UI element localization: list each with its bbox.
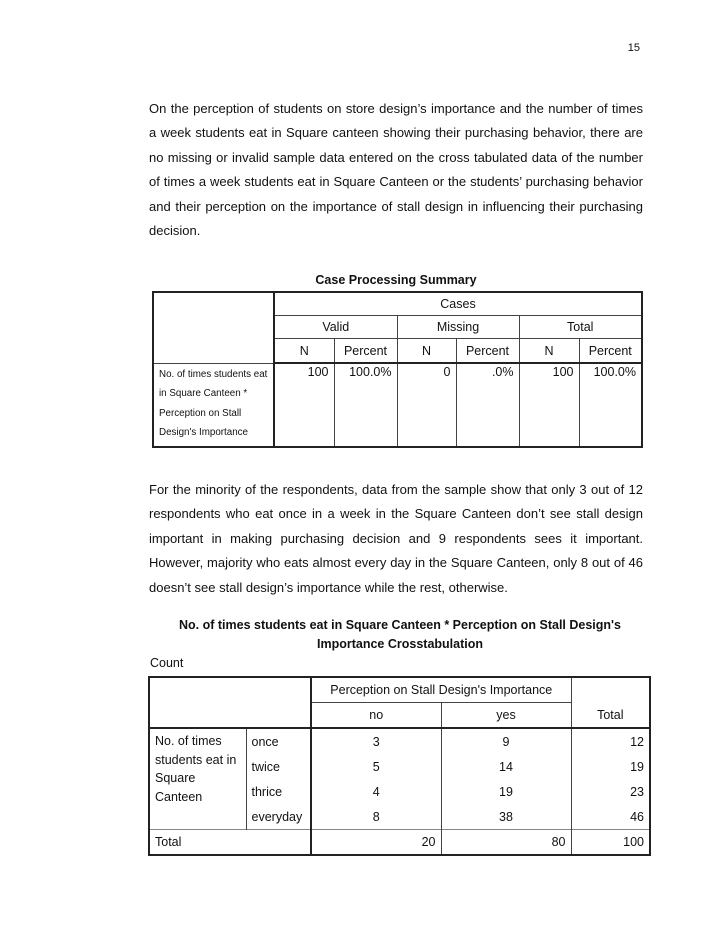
cell-thrice-no: 4 <box>311 779 441 804</box>
valid-n-header: N <box>274 339 334 364</box>
page-number: 15 <box>627 42 640 54</box>
cell-once-no: 3 <box>311 728 441 754</box>
missing-n-header: N <box>397 339 456 364</box>
valid-percent-header: Percent <box>334 339 397 364</box>
case-processing-summary-table <box>152 291 643 448</box>
valid-percent-value: 100.0% <box>334 363 397 447</box>
row-label-once: once <box>246 728 311 754</box>
count-label: Count <box>150 656 184 670</box>
valid-n-value: 100 <box>274 363 334 447</box>
paragraph-intro: On the perception of students on store design’s importance and the number of times a week students eat in Square canteen showing their purchasing behavior, there are no missing or invalid sample data entered on the cross tabulated data of the number of times a week students eat in Square Canteen or the students’ purchasing behavior and their perception on the importance of stall design in influencing their purchasing decision. <box>149 101 643 239</box>
missing-n-value: 0 <box>397 363 456 447</box>
crosstab-total-header: Total <box>571 703 650 729</box>
cell-total-yes: 80 <box>441 830 571 856</box>
cell-everyday-no: 8 <box>311 804 441 830</box>
case-row-label: No. of times students eat in Square Canteen * Perception on Stall Design's Importance <box>153 363 274 447</box>
missing-percent-header: Percent <box>456 339 519 364</box>
crosstab-title: No. of times students eat in Square Canteen * Perception on Stall Design's Importance Crosstabulation <box>179 618 621 651</box>
cell-everyday-yes: 38 <box>441 804 571 830</box>
cell-once-yes: 9 <box>441 728 571 754</box>
cell-twice-total: 19 <box>571 754 650 779</box>
total-header-spacer <box>571 677 650 703</box>
group-label: No. of times students eat in Square Canteen <box>149 728 246 830</box>
missing-header: Missing <box>397 316 519 339</box>
row-label-thrice: thrice <box>246 779 311 804</box>
row-label-twice: twice <box>246 754 311 779</box>
cell-twice-no: 5 <box>311 754 441 779</box>
header-stub <box>153 292 274 363</box>
cell-twice-yes: 14 <box>441 754 571 779</box>
total-n-value: 100 <box>519 363 579 447</box>
perception-header: Perception on Stall Design's Importance <box>311 677 571 703</box>
valid-header: Valid <box>274 316 397 339</box>
cell-thrice-yes: 19 <box>441 779 571 804</box>
total-percent-header: Percent <box>579 339 642 364</box>
cell-everyday-total: 46 <box>571 804 650 830</box>
cases-header: Cases <box>274 292 642 316</box>
row-label-total: Total <box>149 830 311 856</box>
paragraph-findings: For the minority of the respondents, data from the sample show that only 3 out of 12 respondents who eat once in a week in the Square Canteen don’t see stall design important in making purchasing decision and 9 respondents sees it important. However, majority who eats almost every day in the Square Canteen, only 8 out of 46 doesn’t see stall design’s importance while the rest, otherwise. <box>149 482 643 595</box>
row-label-everyday: everyday <box>246 804 311 830</box>
total-n-header: N <box>519 339 579 364</box>
cell-thrice-total: 23 <box>571 779 650 804</box>
total-percent-value: 100.0% <box>579 363 642 447</box>
cell-once-total: 12 <box>571 728 650 754</box>
no-header: no <box>311 703 441 729</box>
cell-total-total: 100 <box>571 830 650 856</box>
yes-header: yes <box>441 703 571 729</box>
missing-percent-value: .0% <box>456 363 519 447</box>
crosstab-header-stub <box>149 677 311 728</box>
crosstabulation-table <box>148 676 651 856</box>
case-summary-title: Case Processing Summary <box>315 273 477 287</box>
total-header: Total <box>519 316 642 339</box>
cell-total-no: 20 <box>311 830 441 856</box>
